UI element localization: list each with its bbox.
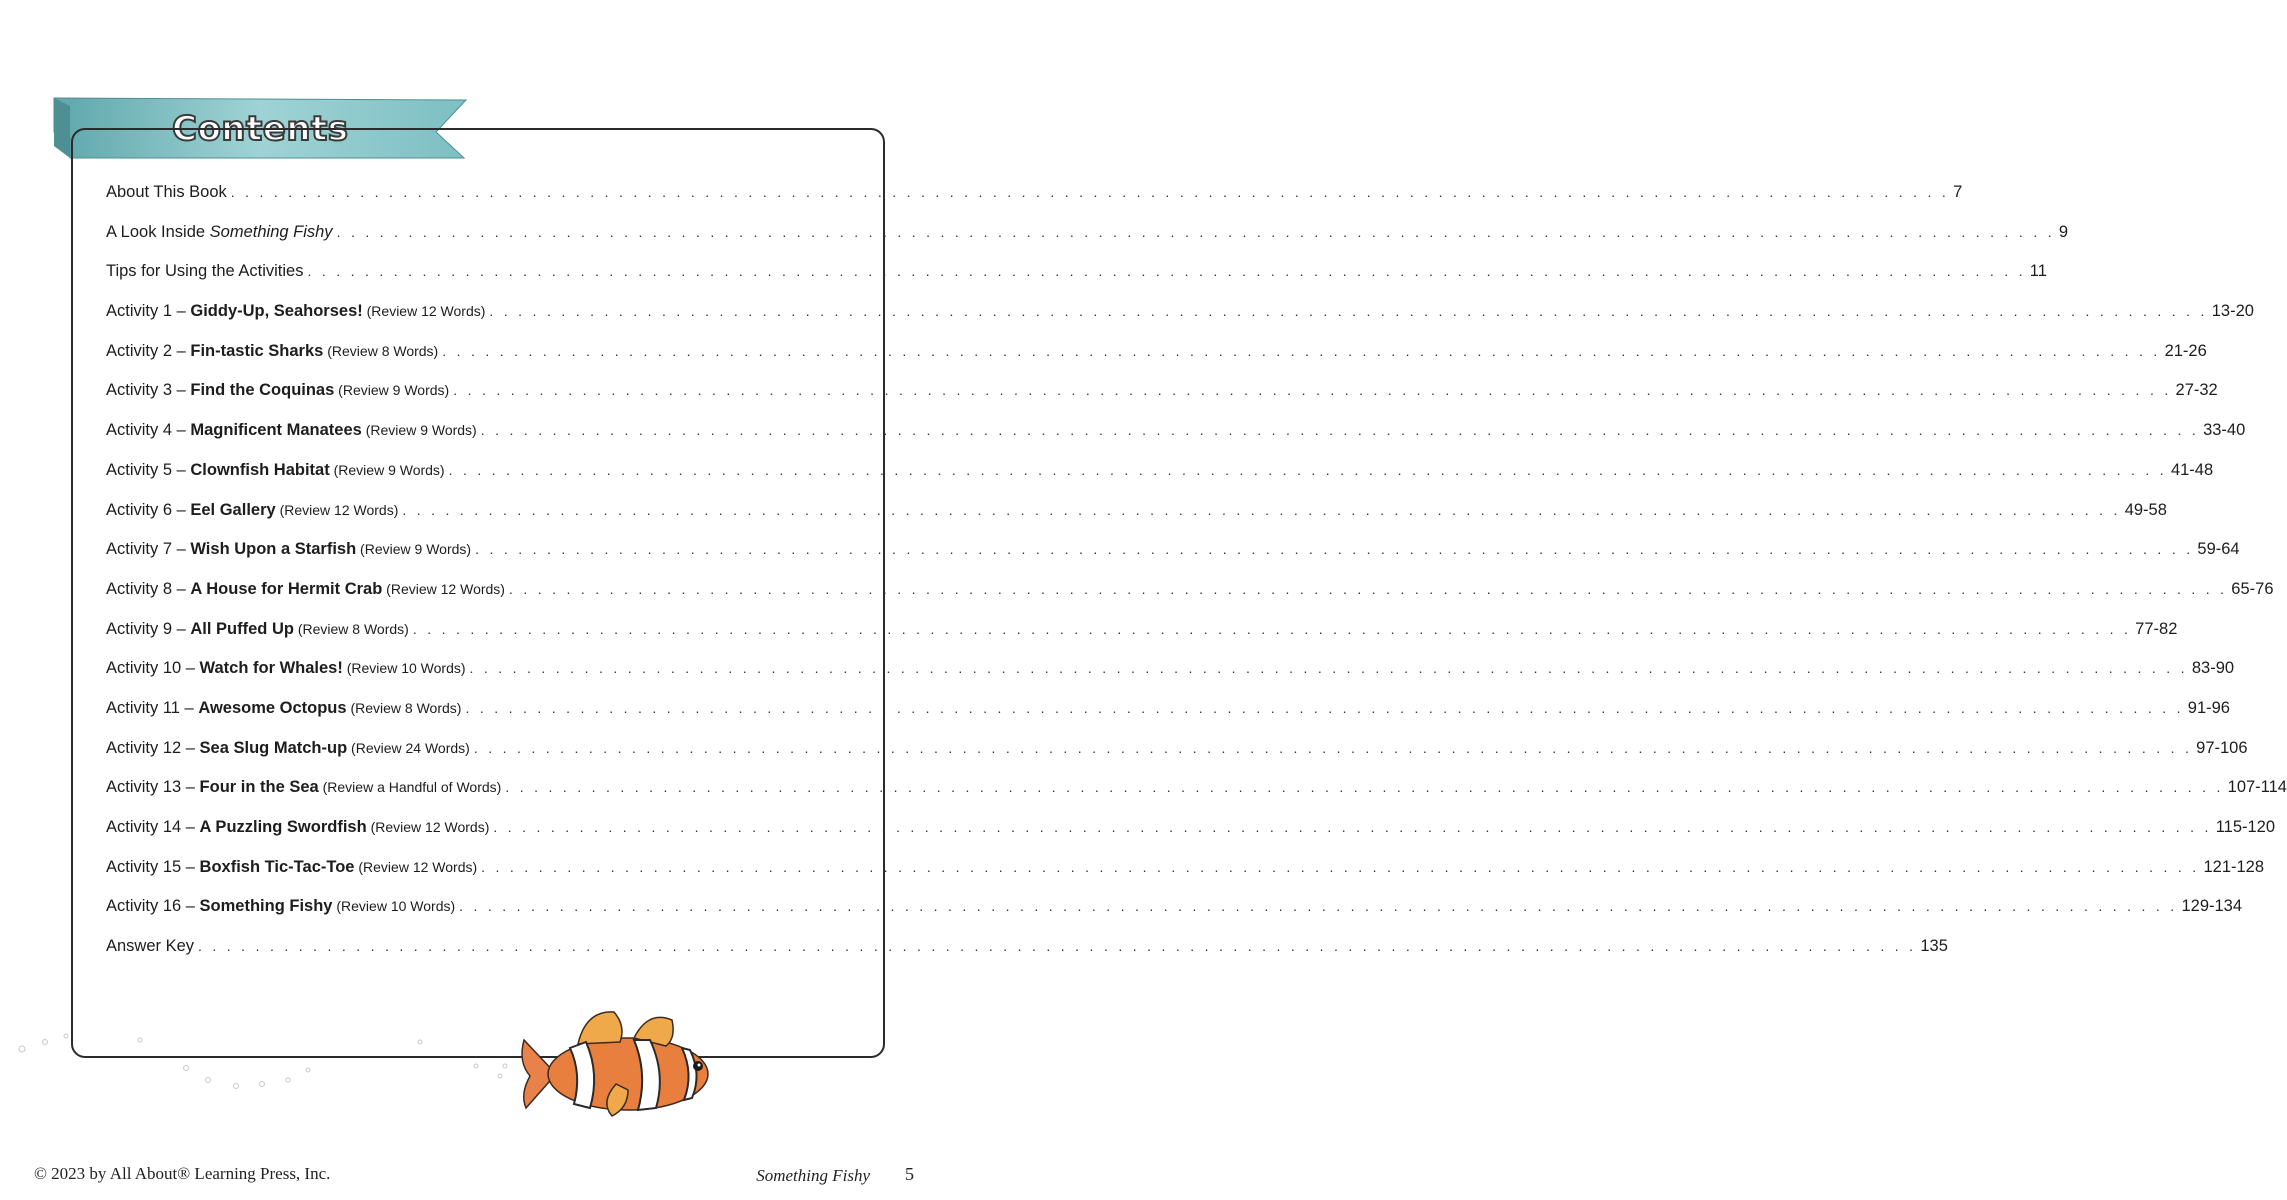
toc-page-number: 7 [1953,183,1963,201]
activity-number: Activity 4 – [106,421,191,440]
page-number: 5 [905,1164,914,1184]
activity-number: Activity 11 – [106,698,199,717]
activity-number: Activity 2 – [106,341,191,360]
dot-leader: . . . . . . . . . . . . . . . . . . . . . . . . . . . . . . . . . . . . . . . . . . . . . . . . . . . . . . . . . . . . . . . . . . . . . . . . . . . . . . . . . . . . . . . . . . . . . . . . . . . . . . . . . . . . . . . . . . . . . . . . [475,541,2194,558]
dot-leader: . . . . . . . . . . . . . . . . . . . . . . . . . . . . . . . . . . . . . . . . . . . . . . . . . . . . . . . . . . . . . . . . . . . . . . . . . . . . . . . . . . . . . . . . . . . . . . . . . . . . . . . . . . . . . . . . . . . . . . . . [480,422,2200,439]
review-note: (Review 10 Words) [342,660,466,677]
toc-page-number: 129-134 [2181,897,2243,916]
activity-number: Activity 6 – [106,500,191,519]
toc-page-number: 121-128 [2203,857,2265,876]
dot-leader: . . . . . . . . . . . . . . . . . . . . . . . . . . . . . . . . . . . . . . . . . . . . . . . . . . . . . . . . . . . . . . . . . . . . . . . . . . . . . . . . . . . . . . . . . . . . . . . . . . . . . . . . . . . . . . . . . . . . . . . . [469,660,2188,677]
activity-title: Something Fishy [199,897,333,916]
toc-entry-label: Answer Key [106,937,195,956]
activity-title: Clownfish Habitat [190,460,330,479]
clownfish-illustration [516,1004,716,1120]
activity-number: Activity 10 – [106,659,200,678]
dot-leader: . . . . . . . . . . . . . . . . . . . . . . . . . . . . . . . . . . . . . . . . . . . . . . . . . . . . . . . . . . . . . . . . . . . . . . . . . . . . . . . . . . . . . . . . . . . . . . . . . . . . . . . . . . . . . . . . . . . . . . . . [473,739,2193,756]
review-note: (Review 9 Words) [334,382,450,399]
dot-leader: . . . . . . . . . . . . . . . . . . . . . . . . . . . . . . . . . . . . . . . . . . . . . . . . . . . . . . . . . . . . . . . . . . . . . . . . . . . . . . . . . . . . . . . . . . . . . . . . . . . . . . . . . . . . . . . . . . . . . . . . [198,938,1917,955]
activity-number: Activity 7 – [106,540,191,559]
dot-leader: . . . . . . . . . . . . . . . . . . . . . . . . . . . . . . . . . . . . . . . . . . . . . . . . . . . . . . . . . . . . . . . . . . . . . . . . . . . . . . . . . . . . . . . . . . . . . . . . . . . . . . . . . . . . . . . . . . . . . . . . [402,501,2121,518]
entry-text: A Look Inside [106,222,210,241]
activity-number: Activity 1 – [106,302,191,321]
bubbles-decoration [0,0,936,1200]
review-note: (Review 12 Words) [366,819,490,835]
activity-title: A House for Hermit Crab [190,579,383,598]
toc-page-number: 33-40 [2203,421,2246,440]
toc-page-number: 9 [2058,222,2069,241]
activity-title: A Puzzling Swordfish [199,818,367,836]
review-note: (Review 9 Words) [361,422,477,439]
activity-number: Activity 5 – [106,460,191,479]
toc-page-number: 91-96 [2187,698,2230,717]
dot-leader: . . . . . . . . . . . . . . . . . . . . . . . . . . . . . . . . . . . . . . . . . . . . . . . . . . . . . . . . . . . . . . . . . . . . . . . . . . . . . . . . . . . . . . . . . . . . . . . . . . . . . . . . . . . . . . . . . . . . . . . . [508,580,2228,597]
activity-title: Watch for Whales! [199,659,343,678]
book-title-footer: Something Fishy [756,1166,870,1185]
activity-title: All Puffed Up [190,619,294,638]
activity-number: Activity 3 – [106,381,191,400]
activity-number: Activity 15 – [106,857,200,876]
dot-leader: . . . . . . . . . . . . . . . . . . . . . . . . . . . . . . . . . . . . . . . . . . . . . . . . . . . . . . . . . . . . . . . . . . . . . . . . . . . . . . . . . . . . . . . . . . . . . . . . . . . . . . . . . . . . . . . . . . . . . . . . [307,263,2026,280]
toc-page-number: 11 [2029,262,2047,281]
activity-number: Activity 16 – [106,897,200,916]
activity-title: Wish Upon a Starfish [190,540,357,559]
dot-leader: . . . . . . . . . . . . . . . . . . . . . . . . . . . . . . . . . . . . . . . . . . . . . . . . . . . . . . . . . . . . . . . . . . . . . . . . . . . . . . . . . . . . . . . . . . . . . . . . . . . . . . . . . . . . . . . . . . . . . . . . [412,620,2132,637]
activity-title: Boxfish Tic-Tac-Toe [199,857,355,876]
activity-title: Magnificent Manatees [190,421,362,440]
toc-entry-label: Tips for Using the Activities [106,262,304,281]
activity-title: Eel Gallery [190,500,276,519]
dot-leader: . . . . . . . . . . . . . . . . . . . . . . . . . . . . . . . . . . . . . . . . . . . . . . . . . . . . . . . . . . . . . . . . . . . . . . . . . . . . . . . . . . . . . . . . . . . . . . . . . . . . . . . . . . . . . . . . . . . . . . . . [453,382,2172,399]
review-note: (Review 8 Words) [293,620,409,637]
toc-page-number: 41-48 [2170,460,2214,479]
entry-italic-text: Something Fishy [209,222,333,241]
dot-leader: . . . . . . . . . . . . . . . . . . . . . . . . . . . . . . . . . . . . . . . . . . . . . . . . . . . . . . . . . . . . . . . . . . . . . . . . . . . . . . . . . . . . . . . . . . . . . . . . . . . . . . . . . . . . . . . . . . . . . . . . [493,819,2212,835]
activity-number: Activity 12 – [106,738,200,757]
review-note: (Review 24 Words) [347,739,470,756]
review-note: (Review 12 Words) [275,501,399,518]
review-note: (Review a Handful of Words) [318,779,502,796]
activity-number: Activity 14 – [106,818,200,836]
dot-leader: . . . . . . . . . . . . . . . . . . . . . . . . . . . . . . . . . . . . . . . . . . . . . . . . . . . . . . . . . . . . . . . . . . . . . . . . . . . . . . . . . . . . . . . . . . . . . . . . . . . . . . . . . . . . . . . . . . . . . . . . [505,779,2224,796]
activity-title: Sea Slug Match-up [199,738,348,757]
toc-page-number: 77-82 [2135,619,2178,638]
activity-number: Activity 13 – [106,778,200,797]
dot-leader: . . . . . . . . . . . . . . . . . . . . . . . . . . . . . . . . . . . . . . . . . . . . . . . . . . . . . . . . . . . . . . . . . . . . . . . . . . . . . . . . . . . . . . . . . . . . . . . . . . . . . . . . . . . . . . . . . . . . . . . . [442,342,2161,359]
review-note: (Review 9 Words) [329,461,445,478]
dot-leader: . . . . . . . . . . . . . . . . . . . . . . . . . . . . . . . . . . . . . . . . . . . . . . . . . . . . . . . . . . . . . . . . . . . . . . . . . . . . . . . . . . . . . . . . . . . . . . . . . . . . . . . . . . . . . . . . . . . . . . . . [230,184,1950,200]
activity-number: Activity 8 – [106,579,191,598]
toc-page-number: 13-20 [2211,302,2254,321]
activity-title: Giddy-Up, Seahorses! [190,302,363,321]
toc-page-number: 27-32 [2175,381,2218,400]
toc-entry-label: About This Book [106,183,227,201]
toc-page-number: 135 [1920,937,1948,956]
dot-leader: . . . . . . . . . . . . . . . . . . . . . . . . . . . . . . . . . . . . . . . . . . . . . . . . . . . . . . . . . . . . . . . . . . . . . . . . . . . . . . . . . . . . . . . . . . . . . . . . . . . . . . . . . . . . . . . . . . . . . . . . [465,699,2184,716]
toc-page-number: 83-90 [2191,659,2235,678]
activity-title: Awesome Octopus [198,698,347,717]
dot-leader: . . . . . . . . . . . . . . . . . . . . . . . . . . . . . . . . . . . . . . . . . . . . . . . . . . . . . . . . . . . . . . . . . . . . . . . . . . . . . . . . . . . . . . . . . . . . . . . . . . . . . . . . . . . . . . . . . . . . . . . . [481,858,2200,875]
activity-number: Activity 9 – [106,619,191,638]
dot-leader: . . . . . . . . . . . . . . . . . . . . . . . . . . . . . . . . . . . . . . . . . . . . . . . . . . . . . . . . . . . . . . . . . . . . . . . . . . . . . . . . . . . . . . . . . . . . . . . . . . . . . . . . . . . . . . . . . . . . . . . . [336,223,2055,240]
toc-page-number: 21-26 [2164,341,2207,360]
activity-title: Find the Coquinas [190,381,335,400]
toc-page-number: 59-64 [2197,540,2240,559]
toc-page-number: 65-76 [2231,579,2274,598]
activity-title: Fin-tastic Sharks [190,341,324,360]
toc-page-number: 107-114 [2227,778,2287,797]
review-note: (Review 8 Words) [346,699,462,716]
review-note: (Review 9 Words) [356,541,472,558]
review-note: (Review 10 Words) [332,898,456,915]
review-note: (Review 8 Words) [323,342,439,359]
toc-page-number: 49-58 [2124,500,2167,519]
toc-page-number: 115-120 [2215,818,2276,836]
dot-leader: . . . . . . . . . . . . . . . . . . . . . . . . . . . . . . . . . . . . . . . . . . . . . . . . . . . . . . . . . . . . . . . . . . . . . . . . . . . . . . . . . . . . . . . . . . . . . . . . . . . . . . . . . . . . . . . . . . . . . . . . [459,898,2178,915]
review-note: (Review 12 Words) [362,303,486,320]
copyright-text: © 2023 by All About® Learning Press, Inc. [34,1164,331,1183]
toc-page-number: 97-106 [2196,738,2248,757]
dot-leader: . . . . . . . . . . . . . . . . . . . . . . . . . . . . . . . . . . . . . . . . . . . . . . . . . . . . . . . . . . . . . . . . . . . . . . . . . . . . . . . . . . . . . . . . . . . . . . . . . . . . . . . . . . . . . . . . . . . . . . . . [489,303,2208,320]
activity-title: Four in the Sea [199,778,319,797]
page-title: Contents [172,109,349,149]
review-note: (Review 12 Words) [382,580,505,597]
review-note: (Review 12 Words) [354,858,478,875]
dot-leader: . . . . . . . . . . . . . . . . . . . . . . . . . . . . . . . . . . . . . . . . . . . . . . . . . . . . . . . . . . . . . . . . . . . . . . . . . . . . . . . . . . . . . . . . . . . . . . . . . . . . . . . . . . . . . . . . . . . . . . . . [448,461,2167,478]
